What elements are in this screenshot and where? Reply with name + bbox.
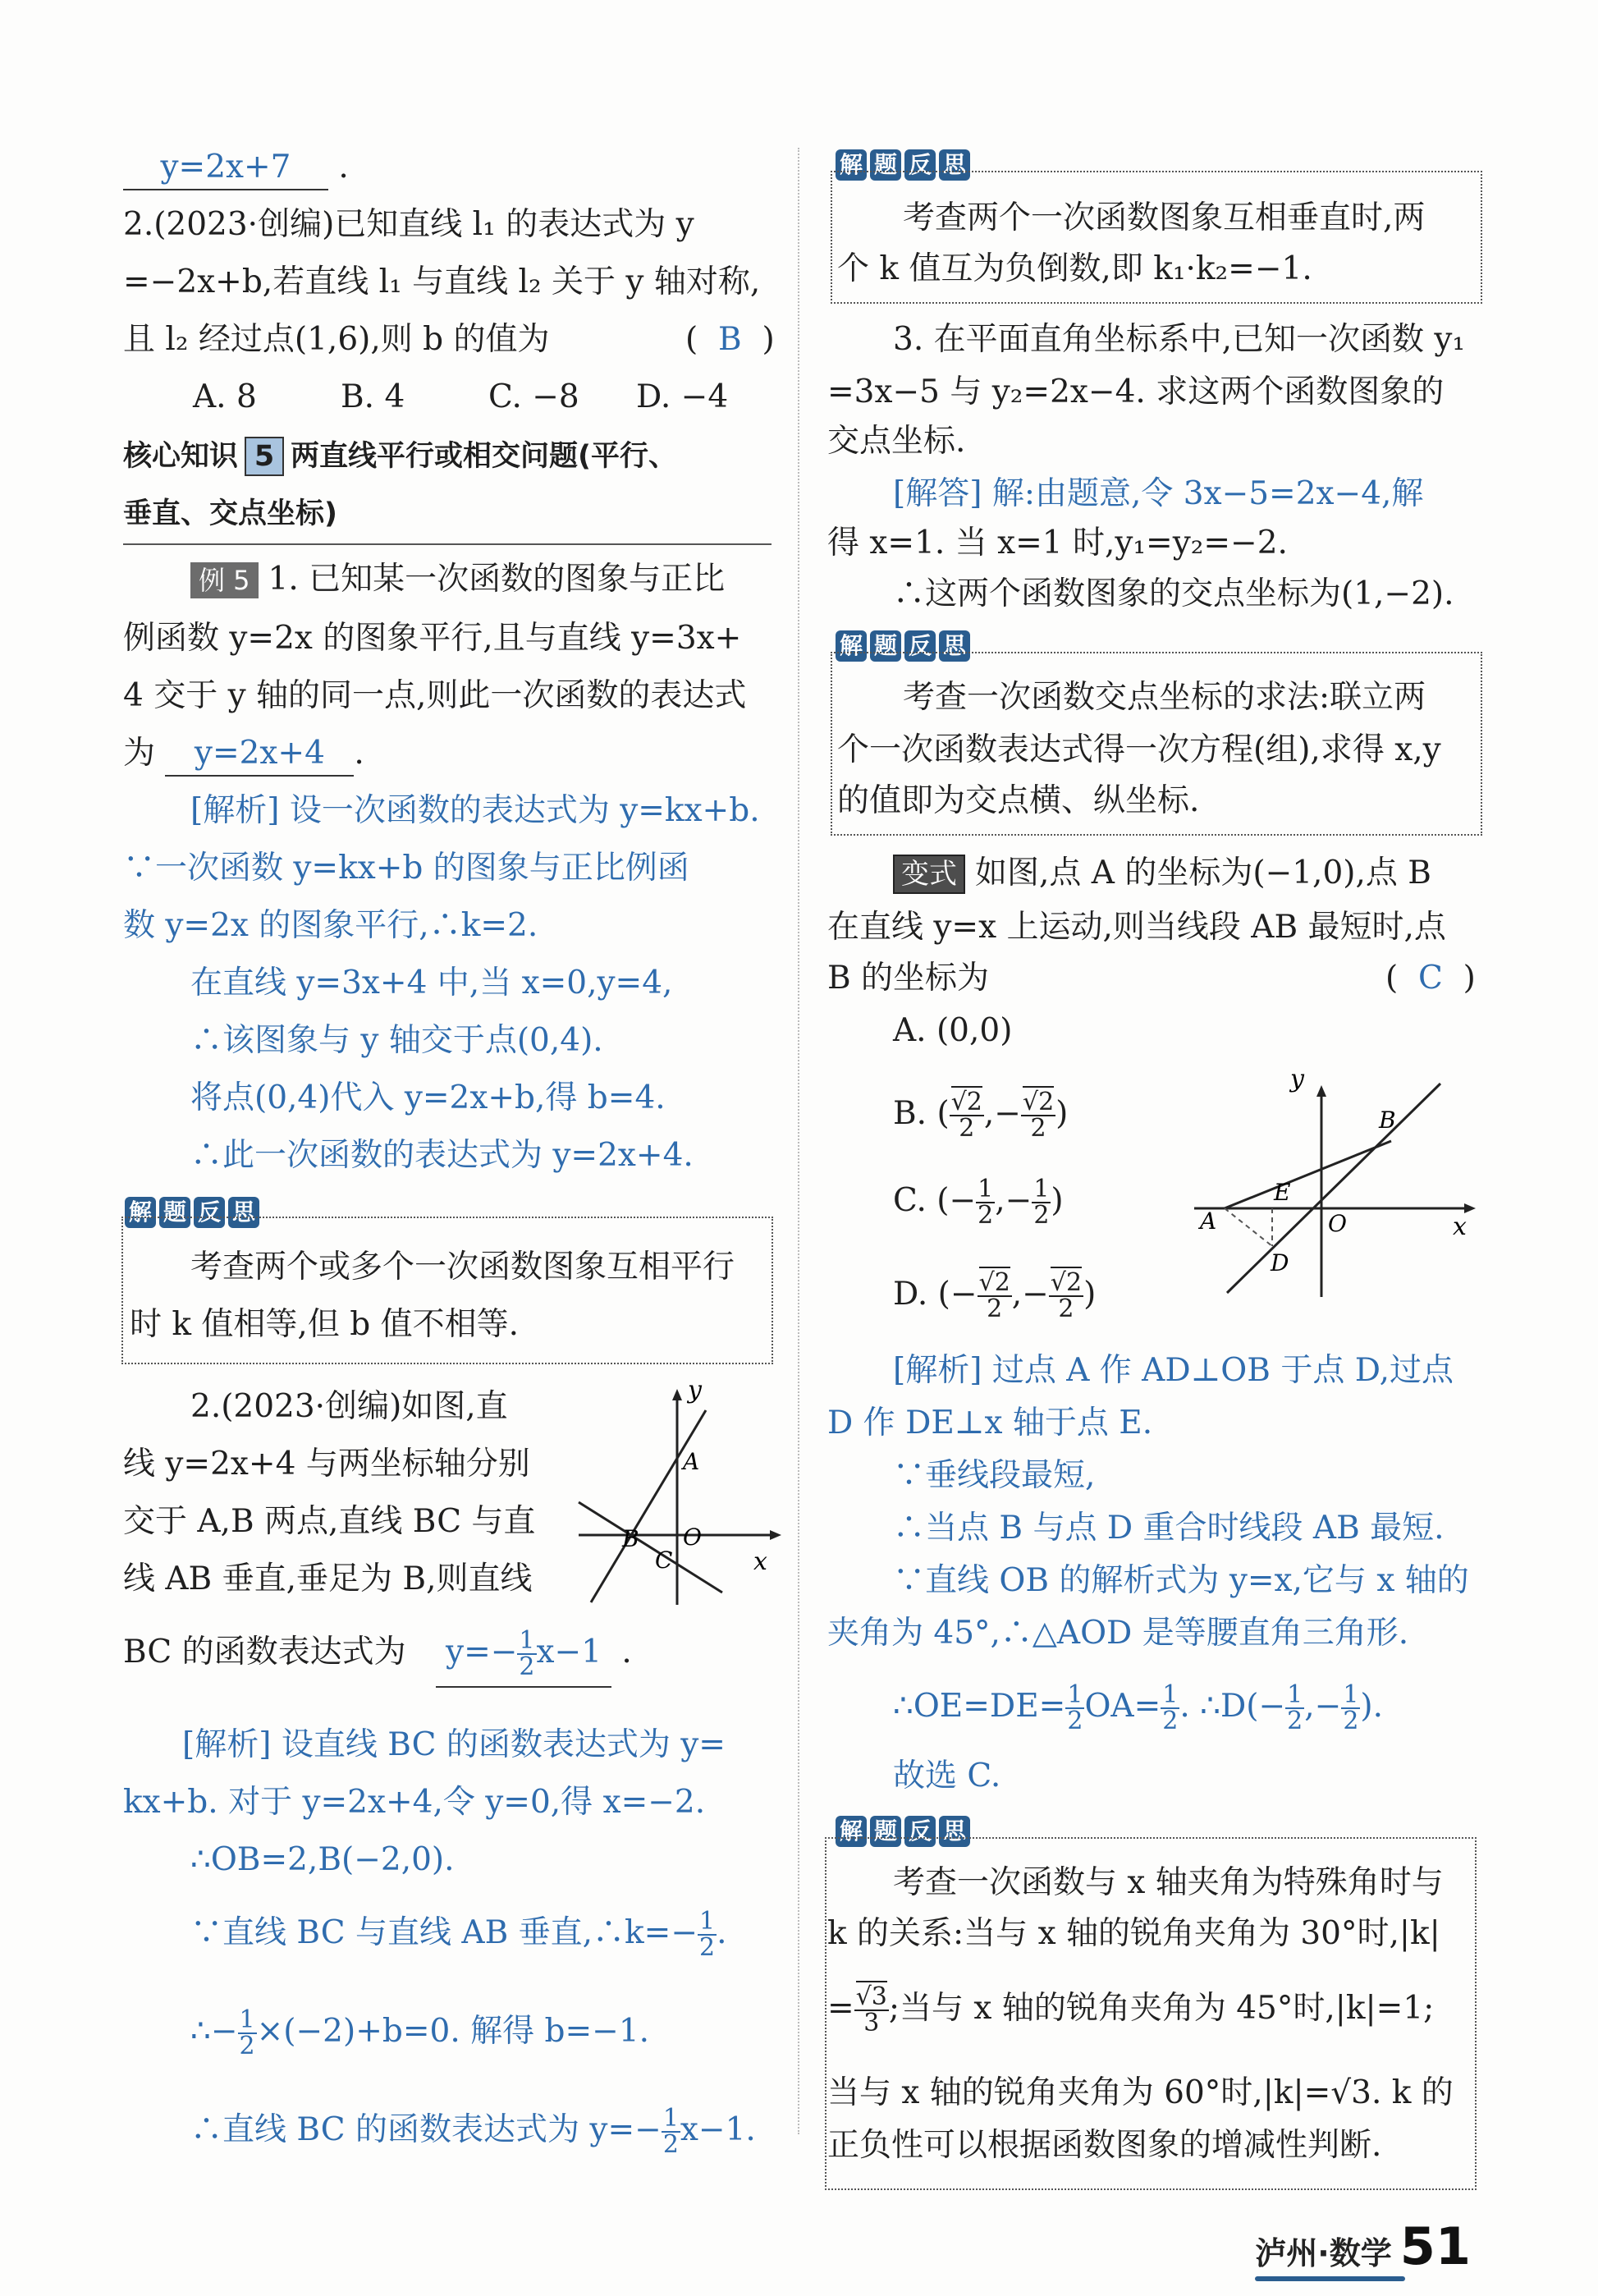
reflection3-line1: 考查一次函数交点坐标的求法:联立两 — [903, 679, 1426, 716]
fig2-label-b: B — [1379, 1107, 1396, 1134]
footer-bar — [1255, 2276, 1405, 2281]
fig1-label-c: C — [655, 1547, 673, 1574]
reflection-badge-4: 解 题 反 思 — [836, 1816, 970, 1847]
segment-ab — [1225, 1141, 1391, 1208]
page-footer — [1255, 2216, 1471, 2276]
variant-answer-bracket: ( C ) — [1385, 960, 1476, 997]
reflection-badge-1: 解 题 反 思 — [125, 1197, 259, 1228]
ex1-solution-3: 数 y=2x 的图象平行,∴k=2. — [123, 907, 538, 944]
variant-solution-2: D 作 DE⊥x 轴于点 E. — [827, 1405, 1153, 1441]
fig2-label-o: O — [1328, 1210, 1347, 1237]
ex1-solution-2: ∵一次函数 y=kx+b 的图象与正比例函 — [123, 850, 689, 887]
header-rule — [123, 543, 772, 545]
q2-option-a: A. 8 — [193, 378, 257, 415]
q3-solution-2: 得 x=1. 当 x=1 时,y₁=y₂=−2. — [827, 525, 1288, 561]
reflection1-line1: 考查两个或多个一次函数图象互相平行 — [190, 1249, 735, 1285]
reflection2-line1: 考查两个一次函数图象互相垂直时,两 — [903, 199, 1426, 236]
q3-solution-3: ∴这两个函数图象的交点坐标为(1,−2). — [893, 575, 1454, 612]
line-ab — [591, 1410, 706, 1602]
fig2-label-d: D — [1271, 1249, 1289, 1276]
ex1-solution-6: 将点(0,4)代入 y=2x+b,得 b=4. — [190, 1079, 666, 1116]
column-separator — [798, 148, 799, 2134]
variant-solution-5: ∵直线 OB 的解析式为 y=x,它与 x 轴的 — [893, 1562, 1469, 1599]
q3-line3: 交点坐标. — [827, 423, 966, 460]
page-number: 51 — [1399, 2216, 1471, 2276]
reflection3-line3: 的值即为交点横、纵坐标. — [837, 782, 1200, 819]
y-axis-arrow-2 — [1316, 1085, 1326, 1097]
y-axis-arrow — [672, 1389, 682, 1400]
line-y-eq-x — [1227, 1084, 1440, 1293]
variant-line2: 在直线 y=x 上运动,则当线段 AB 最短时,点 — [827, 909, 1446, 946]
fig1-label-x: x — [753, 1547, 767, 1576]
ex2-solution-1: [解析] 设直线 BC 的函数表达式为 y= — [182, 1726, 726, 1763]
variant-solution-3: ∵垂线段最短, — [893, 1457, 1096, 1494]
q2-answer-bracket: ( B ) — [685, 321, 775, 358]
fig2-label-e: E — [1274, 1179, 1291, 1206]
q2-option-b: B. 4 — [341, 378, 405, 415]
segment-ad — [1225, 1208, 1272, 1246]
example1-line4: 为 y=2x+4 . — [123, 732, 364, 777]
ex1-solution-7: ∴此一次函数的表达式为 y=2x+4. — [190, 1137, 694, 1174]
variant-solution-1: [解析] 过点 A 作 AD⊥OB 于点 D,过点 — [893, 1352, 1454, 1389]
variant-option-a: A. (0,0) — [893, 1012, 1013, 1049]
footer-title: 泸州·数学 — [1255, 2235, 1392, 2271]
reflection4-line5: 正负性可以根据函数图象的增减性判断. — [827, 2127, 1382, 2164]
page: y=2x+7 . 2.(2023·创编)已知直线 l₁ 的表达式为 y =−2x+b,若直线 l₁ 与直线 l₂ 关于 y 轴对称, 且 l₂ 经过点(1,6),则 b 的值为 ( B ) A. 8 B. 4 C. −8 D. −4 核心知识 5 两直线平行或相交问题(平行、 垂直、交点坐标) 例 5 1. 已知某一次函数的图象与正比 例函数 y=2x 的图象平行,且与直线 y=3x+ 4 交于 y 轴的同一点,则此一次函数的表达式 为 y=2x+4 . [解析] 设一次函数的表达式为 y=kx+b. ∵一次函数 y=kx+b 的图象与正比例函 数 y=2x 的图象平行,∴k=2. 在直线 y=3x+4 中,当 x=0,y=4, ∴该图象与 y 轴交于点(0,4). 将点(0,4)代入 y=2x+b,得 b=4. ∴此一次函数的表达式为 y=2x+4. 解 题 反 思 考查两个或多个一次函数图象互相平行 时 k 值相等,但 b 值不相等. 2.(2023·创编)如图,直 线 y=2x+4 与两坐标轴分别 交于 A,B 两点,直线 BC 与直 线 AB 垂直,垂足为 B,则直线 y x A B C O BC 的函数表达式为 y=− $\frac{1}{2}$ x−1 . [解析] 设直线 BC 的函数表达式为 y= kx+b. 对于 y=2x+4,令 y=0,得 x=−2. ∴OB=2,B(−2,0). ∵直线 BC 与直线 AB 垂直,∴k=− $\frac{1}{2}$ . ∴− $\frac{1}{2}$ ×(−2)+b=0. 解得 b=−1. ∴直线 BC 的函数表达式为 y=− $\frac{1}{2}$ x−1. 解 题 反 思 考查两个一次函数图象互相垂直时,两 个 k 值互为负倒数,即 k₁·k₂=−1. 3. 在平面直角坐标系中,已知一次函数 y₁ =3x−5 与 y₂=2x−4. 求这两个函数图象的 交点坐标. [解答] 解:由题意,令 3x−5=2x−4,解 得 x=1. 当 x=1 时,y₁=y₂=−2. ∴这两个函数图象的交点坐标为(1,−2). 解 题 反 思 考查一次函数交点坐标的求法:联立两 个一次函数表达式得一次方程(组),求得 x,y 的值即为交点横、纵坐标. 变式 如图,点 A 的坐标为(−1,0),点 B 在直线 y=x 上运动,则当线段 AB 最短时,点 B 的坐标为 ( C ) A. (0,0) B. ( $\frac{√2}{2}$ ,− $\frac{√2}{2}$ ) C. (− $\frac{1}{2}$ ,− $\frac{1}{2}$ ) D. (− $\frac{√2}{2}$ ,− $\frac{√2}{2}$ ) y x A B D E O [解析] 过点 A 作 AD⊥OB 于点 D,过点 D 作 DE⊥x 轴于点 E. ∵垂线段最短, ∴当点 B 与点 D 重合时线段 AB 最短. ∵直线 OB 的解析式为 y=x,它与 x 轴的 夹角为 45°,∴△AOD 是等腰直角三角形. ∴OE=DE= $\frac{1}{2}$ OA= $\frac{1}{2}$ . ∴D(− $\frac{1}{2}$ ,− $\frac{1}{2}$ ). 故选 C. 解 题 反 思 考查一次函数与 x 轴夹角为特殊角时与 k 的关系:当与 x 轴的锐角夹角为 30°时,|k| = $\frac{√3}{3}$ ;当与 x 轴的锐角夹角为 45°时,|k|=1; 当与 x 轴的锐角夹角为 60°时,|k|=√3. k 的 正负性可以根据函数图象的增减性判断. 泸州·数学 51 — [0, 0, 1598, 2296]
variant-solution-8: 故选 C. — [893, 1758, 1001, 1794]
ex2-line3: 交于 A,B 两点,直线 BC 与直 — [123, 1503, 536, 1540]
ex2-line2: 线 y=2x+4 与两坐标轴分别 — [123, 1446, 530, 1483]
ex1-solution-5: ∴该图象与 y 轴交于点(0,4). — [190, 1022, 603, 1059]
ex1-solution-4: 在直线 y=3x+4 中,当 x=0,y=4, — [190, 965, 673, 1001]
fig2-label-y: y — [1290, 1067, 1304, 1093]
q2-line2: =−2x+b,若直线 l₁ 与直线 l₂ 关于 y 轴对称, — [123, 264, 761, 300]
q2-option-c: C. −8 — [488, 378, 579, 415]
reflection-badge-2: 解 题 反 思 — [836, 149, 970, 181]
figure-line-ab — [1182, 1067, 1494, 1313]
ex1-solution-1: [解析] 设一次函数的表达式为 y=kx+b. — [190, 792, 760, 829]
q3-line1: 3. 在平面直角坐标系中,已知一次函数 y₁ — [893, 321, 1466, 358]
ex2-line1: 2.(2023·创编)如图,直 — [190, 1388, 508, 1425]
reflection-badge-3: 解 题 反 思 — [836, 630, 970, 662]
variant-option-c: C. (− $\frac{1}{2}$ ,− $\frac{1}{2}$ ) — [893, 1175, 1064, 1230]
reflection4-line3: = $\frac{√3}{3}$ ;当与 x 轴的锐角夹角为 45°时,|k|=1; — [827, 1982, 1435, 2037]
reflection3-line2: 个一次函数表达式得一次方程(组),求得 x,y — [837, 731, 1441, 768]
fig2-label-a: A — [1200, 1208, 1217, 1235]
fig1-label-o: O — [683, 1524, 702, 1551]
q3-solution-1: [解答] 解:由题意,令 3x−5=2x−4,解 — [893, 475, 1424, 512]
ex2-solution-2: kx+b. 对于 y=2x+4,令 y=0,得 x=−2. — [123, 1784, 706, 1821]
prev-answer: y=2x+7 — [123, 146, 328, 190]
q3-line2: =3x−5 与 y₂=2x−4. 求这两个函数图象的 — [827, 374, 1445, 410]
reflection1-line2: 时 k 值相等,但 b 值不相等. — [130, 1306, 519, 1343]
variant-solution-6: 夹角为 45°,∴△AOD 是等腰直角三角形. — [827, 1615, 1409, 1652]
reflection4-line1: 考查一次函数与 x 轴夹角为特殊角时与 — [893, 1864, 1444, 1901]
example1-line2: 例函数 y=2x 的图象平行,且与直线 y=3x+ — [123, 620, 742, 657]
q2-line3: 且 l₂ 经过点(1,6),则 b 的值为 — [123, 321, 550, 358]
ex2-solution-3: ∴OB=2,B(−2,0). — [190, 1841, 455, 1878]
fig1-label-a: A — [683, 1448, 700, 1475]
reflection4-line4: 当与 x 轴的锐角夹角为 60°时,|k|=√3. k 的 — [827, 2074, 1454, 2111]
ex2-solution-4: ∵直线 BC 与直线 AB 垂直,∴k=− $\frac{1}{2}$ . — [190, 1907, 727, 1962]
variant-solution-7: ∴OE=DE= $\frac{1}{2}$ OA= $\frac{1}{2}$ . ∴D(− $\frac{1}{2}$ ,− $\frac{1}{2}$ ). — [893, 1680, 1384, 1735]
variant-line1: 变式 如图,点 A 的坐标为(−1,0),点 B — [893, 852, 1431, 895]
q2-line1: 2.(2023·创编)已知直线 l₁ 的表达式为 y — [123, 206, 694, 243]
ex2-line4: 线 AB 垂直,垂足为 B,则直线 — [123, 1560, 533, 1597]
fig1-label-y: y — [688, 1379, 702, 1405]
core-knowledge-header: 核心知识 5 两直线平行或相交问题(平行、 — [123, 435, 677, 478]
figure-lines-abc — [575, 1379, 788, 1609]
ex2-solution-5: ∴− $\frac{1}{2}$ ×(−2)+b=0. 解得 b=−1. — [190, 2005, 650, 2060]
example1-line3: 4 交于 y 轴的同一点,则此一次函数的表达式 — [123, 677, 747, 714]
reflection2-line2: 个 k 值互为负倒数,即 k₁·k₂=−1. — [837, 250, 1312, 287]
variant-line3: B 的坐标为 — [827, 960, 990, 997]
fig2-label-x: x — [1453, 1212, 1467, 1241]
fig1-label-b: B — [622, 1525, 639, 1552]
variant-option-b: B. ( $\frac{√2}{2}$ ,− $\frac{√2}{2}$ ) — [893, 1088, 1069, 1143]
variant-solution-4: ∴当点 B 与点 D 重合时线段 AB 最短. — [893, 1510, 1445, 1547]
ex2-solution-6: ∴直线 BC 的函数表达式为 y=− $\frac{1}{2}$ x−1. — [190, 2104, 756, 2159]
q2-option-d: D. −4 — [636, 378, 729, 415]
example1-line1: 例 5 1. 已知某一次函数的图象与正比 — [190, 558, 725, 601]
ex2-line5: BC 的函数表达式为 y=− $\frac{1}{2}$ x−1 . — [123, 1624, 632, 1688]
x-axis-arrow — [770, 1530, 781, 1540]
variant-option-d: D. (− $\frac{√2}{2}$ ,− $\frac{√2}{2}$ ) — [893, 1268, 1097, 1323]
core-knowledge-header-2: 垂直、交点坐标) — [123, 497, 337, 530]
reflection4-line2: k 的关系:当与 x 轴的锐角夹角为 30°时,|k| — [827, 1915, 1440, 1952]
